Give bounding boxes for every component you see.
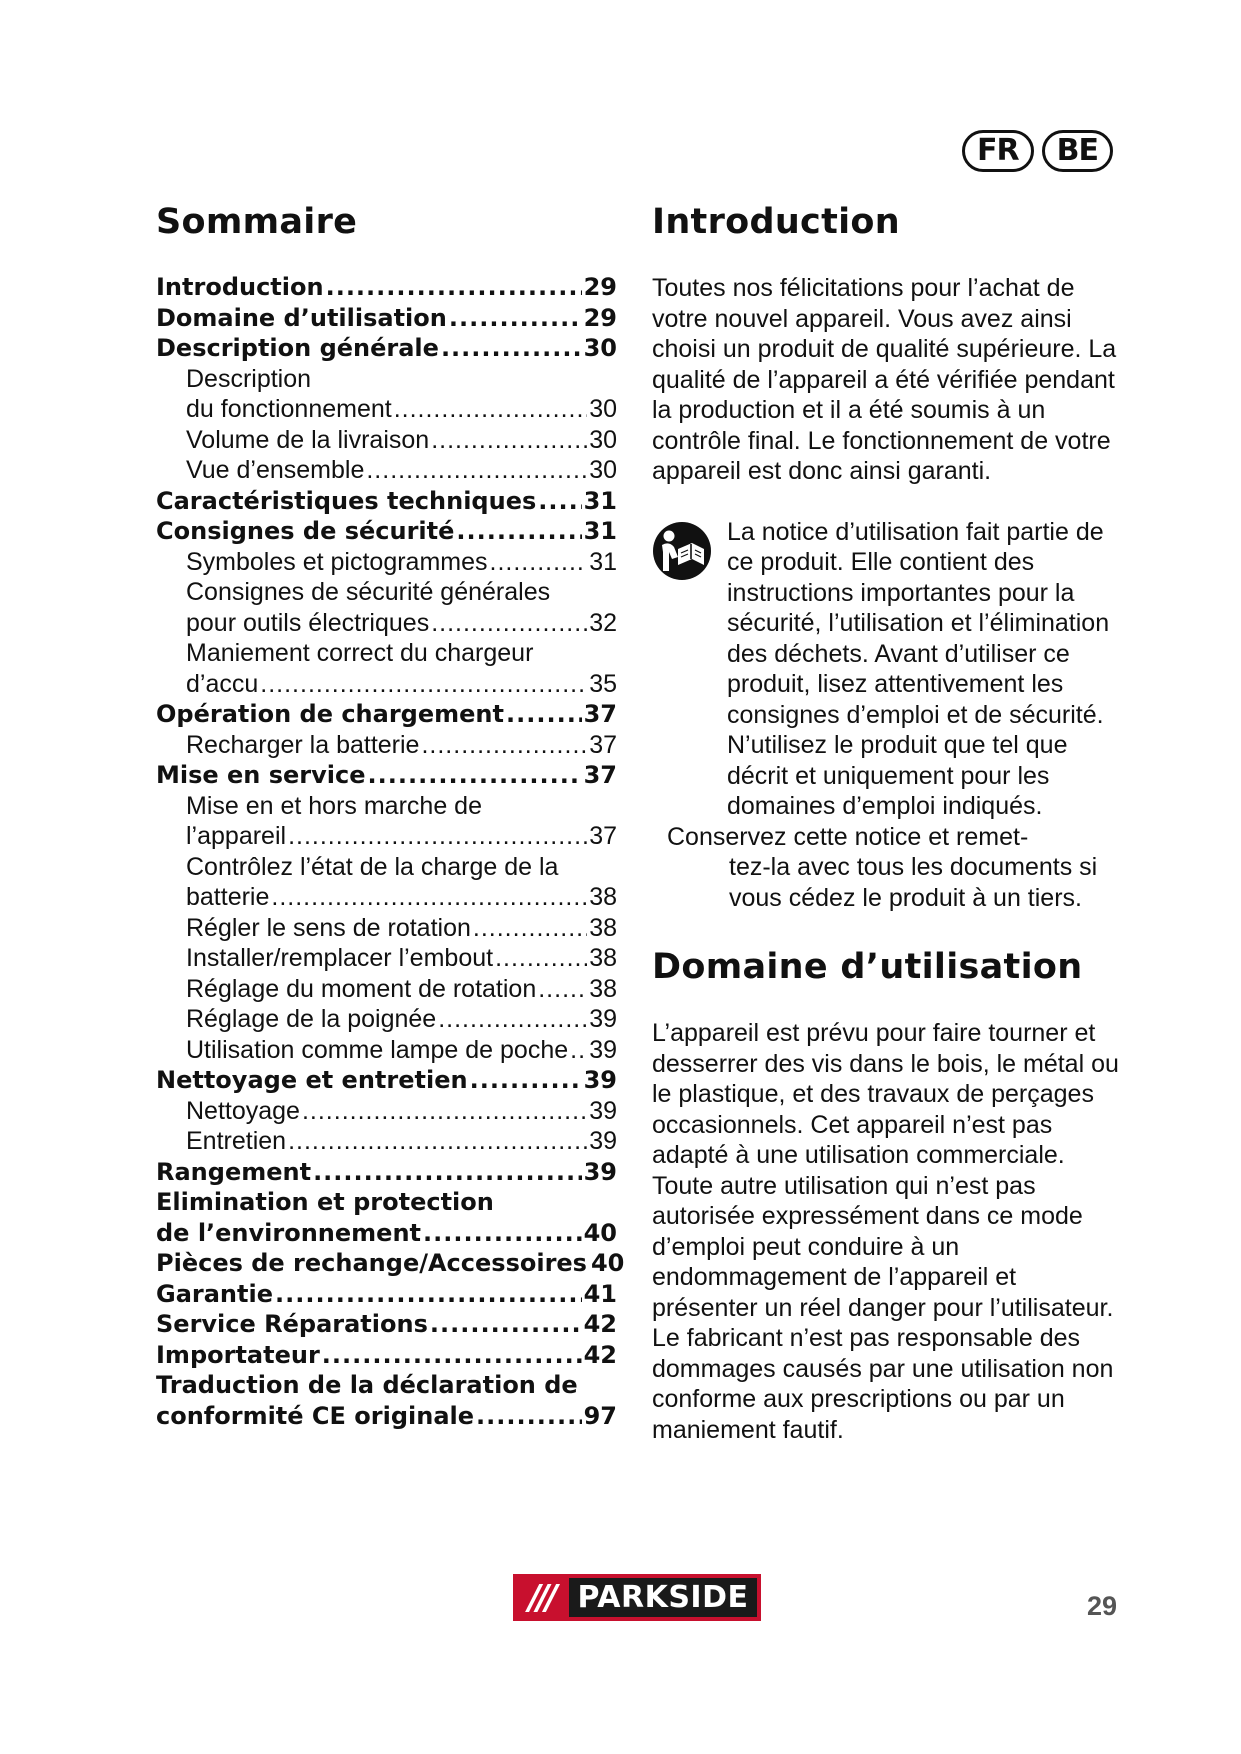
toc-leader-dots <box>394 394 587 425</box>
toc-entry-page: 30 <box>583 334 617 362</box>
domain-heading: Domaine d’utilisation <box>652 947 1083 987</box>
toc-entry-title: Réglage de la poignée <box>186 1005 437 1033</box>
toc-entry-title: Elimination et protection <box>156 1188 494 1216</box>
toc-entry-title: Maniement correct du chargeur <box>186 639 534 667</box>
toc-entry-page: 39 <box>589 1127 617 1155</box>
toc-entry-title: Utilisation comme lampe de poche <box>186 1035 569 1064</box>
toc-leader-dots <box>431 425 587 456</box>
toc-entry-page: 42 <box>583 1310 617 1338</box>
toc-entry-title: Introduction <box>156 273 324 301</box>
toc-entry-title: Service Réparations <box>156 1310 428 1338</box>
toc-entry-page: 39 <box>589 1005 617 1033</box>
toc-leader-dots <box>538 974 587 1005</box>
toc-entry-sub <box>156 943 617 974</box>
toc-entry-page: 38 <box>589 913 617 942</box>
toc-entry-page: 37 <box>589 822 617 850</box>
toc-entry-sub <box>156 638 617 669</box>
toc-entry-page: 39 <box>589 1035 617 1064</box>
toc-entry-title: du fonctionnement <box>186 395 392 423</box>
toc-entry-main <box>156 1218 617 1249</box>
toc-entry-page: 30 <box>589 456 617 484</box>
toc-entry-title: Consignes de sécurité générales <box>186 578 551 606</box>
toc-entry-title: Nettoyage <box>186 1096 300 1125</box>
toc-entry-title: Description <box>186 364 312 393</box>
right-column <box>652 198 1122 1445</box>
toc-entry-title: Réglage du moment de rotation <box>186 974 537 1003</box>
toc-entry-sub <box>156 394 617 425</box>
toc-entry-sub <box>156 1126 617 1157</box>
toc-entry-sub <box>156 730 617 761</box>
toc-entry-main <box>156 1279 617 1310</box>
toc-entry-main <box>156 1370 617 1401</box>
toc-entry-page: 31 <box>583 517 617 545</box>
toc-entry-page: 31 <box>583 486 617 515</box>
toc-entry-title: Rangement <box>156 1157 312 1186</box>
toc-entry-page: 38 <box>589 944 617 972</box>
toc-entry-sub <box>156 547 617 578</box>
toc-leader-dots <box>506 699 582 730</box>
toc-entry-main <box>156 1157 617 1188</box>
toc-list <box>156 272 625 1431</box>
toc-entry-page: 29 <box>583 273 617 301</box>
logo-slashes: /// <box>528 1577 554 1618</box>
toc-entry-title: Nettoyage et entretien <box>156 1066 468 1094</box>
toc-leader-dots <box>302 1096 587 1127</box>
toc-entry-sub <box>156 882 617 913</box>
toc-entry-title: Domaine d’utilisation <box>156 303 447 332</box>
toc-leader-dots <box>449 303 582 334</box>
toc-entry-sub <box>156 974 617 1005</box>
toc-entry-title: Traduction de la déclaration de <box>156 1371 578 1399</box>
parkside-logo <box>513 1574 761 1621</box>
toc-entry-page: 31 <box>589 547 617 576</box>
toc-entry-title: de l’environnement <box>156 1218 422 1247</box>
manual-notice-text: La notice d’utilisation fait partie de ce produit. Elle contient des instructions importantes pour la sécurité, l’utilisation et l’élimination des déchets. Avant d’utiliser ce produit, lisez attentivement les consignes d’emploi et de sécurité. N’utilisez le produit que tel que décrit et uniquement pour les domaines d’emploi indiqués. <box>727 517 1110 820</box>
toc-entry-title: Volume de la livraison <box>186 425 430 454</box>
toc-leader-dots <box>490 547 588 578</box>
toc-leader-dots <box>313 1157 582 1188</box>
toc-entry-sub <box>156 1096 617 1127</box>
language-badge-fr: FR <box>962 130 1034 172</box>
toc-entry-page: 37 <box>583 761 617 789</box>
toc-entry-title: Description générale <box>156 334 439 362</box>
toc-entry-sub <box>156 608 617 639</box>
toc-entry-title: Consignes de sécurité <box>156 517 455 545</box>
toc-entry-title: Installer/remplacer l’embout <box>186 944 494 972</box>
toc-leader-dots <box>366 455 587 486</box>
toc-entry-main <box>156 272 617 303</box>
toc-entry-title: conformité CE originale <box>156 1401 475 1430</box>
toc-leader-dots <box>456 516 581 547</box>
toc-entry-sub <box>156 821 617 852</box>
toc-leader-dots <box>275 1279 582 1310</box>
toc-entry-sub <box>156 364 617 395</box>
toc-entry-main <box>156 1248 625 1279</box>
language-badges <box>962 130 1113 172</box>
toc-leader-dots <box>441 333 582 364</box>
toc-entry-title: Importateur <box>156 1340 320 1369</box>
language-badge-be: BE <box>1042 130 1113 172</box>
toc-entry-main <box>156 486 617 517</box>
toc-leader-dots <box>473 913 587 944</box>
toc-entry-page: 42 <box>583 1340 617 1369</box>
toc-entry-title: Caractéristiques techniques <box>156 486 537 515</box>
toc-leader-dots <box>495 943 587 974</box>
toc-entry-title: Régler le sens de rotation <box>186 913 471 942</box>
toc-entry-main <box>156 333 617 364</box>
toc-entry-title: Mise en service <box>156 761 366 789</box>
toc-leader-dots <box>423 1218 582 1249</box>
toc-entry-page: 38 <box>589 974 617 1003</box>
toc-leader-dots <box>431 608 587 639</box>
toc-entry-page: 29 <box>583 303 617 332</box>
toc-entry-sub <box>156 1004 617 1035</box>
logo-wordmark: PARKSIDE <box>569 1578 757 1617</box>
toc-entry-page: 35 <box>589 669 617 698</box>
toc-leader-dots <box>288 821 587 852</box>
toc-entry-sub <box>156 913 617 944</box>
toc-leader-dots <box>322 1340 582 1371</box>
toc-leader-dots <box>438 1004 587 1035</box>
toc-entry-title: Vue d’ensemble <box>186 456 365 484</box>
toc-entry-title: d’accu <box>186 669 259 698</box>
toc-entry-page: 40 <box>590 1249 625 1277</box>
toc-entry-page: 38 <box>589 883 617 911</box>
toc-entry-main <box>156 1340 617 1371</box>
toc-entry-sub <box>156 425 617 456</box>
toc-entry-page: 37 <box>583 700 617 728</box>
introduction-heading: Introduction <box>652 202 900 242</box>
toc-entry-page: 39 <box>589 1096 617 1125</box>
toc-entry-main <box>156 1401 617 1432</box>
toc-entry-title: Mise en et hors marche de <box>186 791 482 820</box>
toc-entry-page: 30 <box>589 425 617 454</box>
toc-entry-page: 39 <box>583 1066 617 1094</box>
introduction-text: Toutes nos félicitations pour l’achat de votre nouvel appareil. Vous avez ainsi choisi un produit de qualité supérieure. La qualité de l’appareil a été vérifiée pendant la production et il a été soumis à un contrôle final. Le fonctionnement de votre appareil est donc ainsi garanti. <box>652 274 1117 485</box>
toc-entry-sub <box>156 852 617 883</box>
notice-end-line-1: Conservez cette notice et remet- <box>667 822 1029 851</box>
read-manual-icon <box>652 521 712 581</box>
toc-entry-main <box>156 1065 617 1096</box>
toc-entry-main <box>156 516 617 547</box>
toc-entry-main <box>156 1309 617 1340</box>
toc-entry-title: pour outils électriques <box>186 608 430 637</box>
notice-end-line-2: tez-la avec tous les documents si vous cédez le produit à un tiers. <box>729 853 1098 912</box>
toc-entry-page: 32 <box>589 608 617 637</box>
domain-text: L’appareil est prévu pour faire tourner et desserrer des vis dans le bois, le métal ou le plastique, et des travaux de perçages occasionnels. Cet appareil n’est pas adapté à une utilisation commerciale. Toute autre utilisation qui n’est pas autorisée expressément dans ce mode d’emploi peut conduire à un endommagement de l’appareil et présenter un réel danger pour l’utilisateur. Le fabricant n’est pas responsable des dommages causés par une utilisation non conforme aux prescriptions ou par un maniement fautif. <box>652 1019 1119 1444</box>
toc-entry-main <box>156 760 617 791</box>
toc-entry-main <box>156 699 617 730</box>
toc-entry-page: 39 <box>583 1157 617 1186</box>
toc-leader-dots <box>288 1126 587 1157</box>
toc-entry-title: l’appareil <box>186 822 287 850</box>
toc-entry-title: batterie <box>186 883 270 911</box>
page-number: 29 <box>1087 1591 1118 1621</box>
toc-entry-sub <box>156 669 617 700</box>
toc-leader-dots <box>470 1065 582 1096</box>
toc-entry-main <box>156 1187 617 1218</box>
toc-leader-dots <box>326 272 582 303</box>
toc-leader-dots <box>570 1035 587 1066</box>
toc-entry-title: Contrôlez l’état de la charge de la <box>186 852 559 881</box>
toc-heading: Sommaire <box>156 202 358 242</box>
toc-leader-dots <box>271 882 587 913</box>
toc-entry-page: 37 <box>589 730 617 759</box>
toc-entry-title: Garantie <box>156 1279 273 1308</box>
toc-entry-main <box>156 303 617 334</box>
toc-entry-title: Opération de chargement <box>156 700 504 728</box>
toc-entry-title: Symboles et pictogrammes <box>186 547 488 576</box>
toc-leader-dots <box>260 669 587 700</box>
toc-entry-page: 40 <box>583 1218 617 1247</box>
toc-entry-page: 97 <box>583 1401 617 1430</box>
toc-leader-dots <box>476 1401 582 1432</box>
toc-entry-title: Entretien <box>186 1127 287 1155</box>
toc-leader-dots <box>538 486 581 517</box>
toc-entry-sub <box>156 577 617 608</box>
manual-notice-end <box>652 822 1122 914</box>
toc-leader-dots <box>430 1309 582 1340</box>
table-of-contents <box>156 198 625 1431</box>
toc-entry-sub <box>156 1035 617 1066</box>
toc-entry-title: Pièces de rechange/Accessoires <box>156 1249 587 1277</box>
toc-entry-sub <box>156 791 617 822</box>
toc-entry-title: Recharger la batterie <box>186 730 420 759</box>
toc-leader-dots <box>421 730 587 761</box>
manual-notice <box>652 517 1122 822</box>
toc-entry-page: 30 <box>589 395 617 423</box>
toc-entry-sub <box>156 455 617 486</box>
toc-leader-dots <box>368 760 582 791</box>
toc-entry-page: 41 <box>583 1279 617 1308</box>
